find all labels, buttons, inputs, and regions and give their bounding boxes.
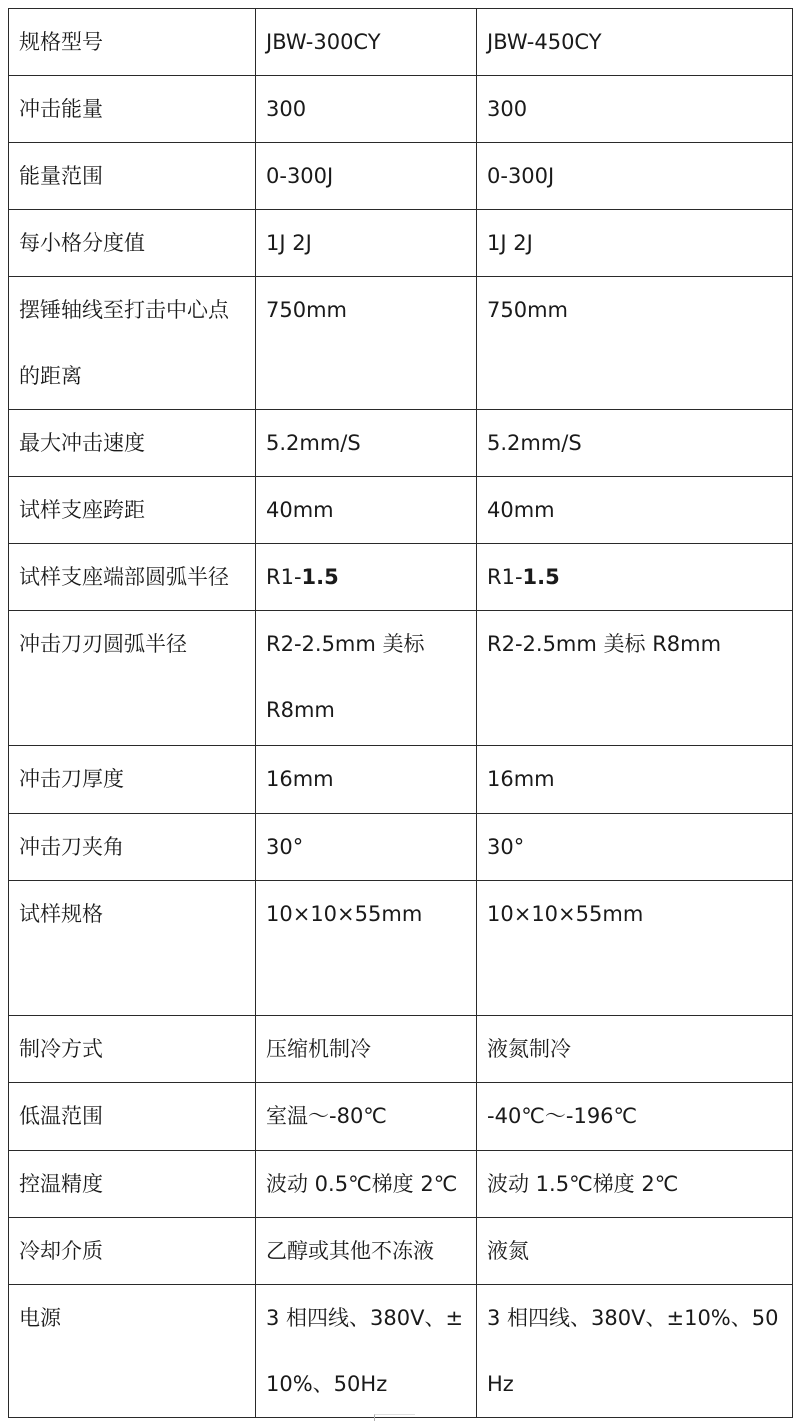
cell-value: 40mm — [477, 477, 793, 544]
row-label: 冲击刀夹角 — [9, 814, 256, 881]
cell-value: 液氮 — [477, 1218, 793, 1285]
cell-value: 波动 0.5℃梯度 2℃ — [256, 1151, 477, 1218]
value-prefix: R1- — [266, 565, 302, 589]
cell-value-line: R8mm — [266, 698, 335, 722]
table-row — [9, 9, 793, 76]
table-row — [9, 544, 793, 611]
cell-value: 30° — [477, 814, 793, 881]
table-row — [9, 477, 793, 544]
cell-value: 30° — [256, 814, 477, 881]
cell-value-line: R2-2.5mm 美标 — [266, 632, 425, 656]
cell-value: 750mm — [256, 277, 477, 410]
table-row — [9, 611, 793, 746]
table-row — [9, 1151, 793, 1218]
row-label: 冲击刀刃圆弧半径 — [9, 611, 256, 746]
cell-value — [256, 1285, 477, 1418]
cell-value — [256, 544, 477, 611]
table-row — [9, 1016, 793, 1083]
cell-value: -40℃～-196℃ — [477, 1083, 793, 1151]
cell-value: 0-300J — [477, 143, 793, 210]
cell-value: 40mm — [256, 477, 477, 544]
row-label: 控温精度 — [9, 1151, 256, 1218]
row-label: 最大冲击速度 — [9, 410, 256, 477]
table-row — [9, 1083, 793, 1151]
cell-value: 300 — [477, 76, 793, 143]
table-row — [9, 410, 793, 477]
row-label: 电源 — [9, 1285, 256, 1418]
value-bold: 1.5 — [301, 565, 339, 589]
table-row — [9, 210, 793, 277]
cell-value: 750mm — [477, 277, 793, 410]
table-row — [9, 143, 793, 210]
cell-value: 5.2mm/S — [477, 410, 793, 477]
cell-value-line: 10%、50Hz — [266, 1372, 388, 1396]
cell-value: 10×10×55mm — [477, 881, 793, 1016]
table-row — [9, 814, 793, 881]
cell-value: 1J 2J — [256, 210, 477, 277]
row-label: 每小格分度值 — [9, 210, 256, 277]
table-row — [9, 1285, 793, 1418]
spec-table — [8, 8, 793, 1418]
cell-value: 室温～-80℃ — [256, 1083, 477, 1151]
cell-value: 5.2mm/S — [256, 410, 477, 477]
row-label: 冲击能量 — [9, 76, 256, 143]
cell-value: 0-300J — [256, 143, 477, 210]
cell-value-line: 3 相四线、380V、± — [266, 1306, 464, 1330]
cell-value: 1J 2J — [477, 210, 793, 277]
table-row — [9, 1218, 793, 1285]
cell-value — [477, 544, 793, 611]
table-row — [9, 881, 793, 1016]
cell-value: 压缩机制冷 — [256, 1016, 477, 1083]
row-label: 试样支座跨距 — [9, 477, 256, 544]
row-label: 能量范围 — [9, 143, 256, 210]
value-prefix: R1- — [487, 565, 523, 589]
row-label-line: 摆锤轴线至打击中心点 — [19, 298, 229, 322]
row-label: 试样支座端部圆弧半径 — [9, 544, 256, 611]
cell-value: 乙醇或其他不冻液 — [256, 1218, 477, 1285]
row-label: 低温范围 — [9, 1083, 256, 1151]
table-row — [9, 746, 793, 814]
cell-value: 液氮制冷 — [477, 1016, 793, 1083]
value-bold: 1.5 — [522, 565, 560, 589]
cell-value: 10×10×55mm — [256, 881, 477, 1016]
cell-value: 300 — [256, 76, 477, 143]
cell-value: 16mm — [477, 746, 793, 814]
row-label: 冷却介质 — [9, 1218, 256, 1285]
cell-value: R2-2.5mm 美标 R8mm — [477, 611, 793, 746]
row-label: 试样规格 — [9, 881, 256, 1016]
row-label — [9, 277, 256, 410]
row-label: 制冷方式 — [9, 1016, 256, 1083]
cell-value: 波动 1.5℃梯度 2℃ — [477, 1151, 793, 1218]
cell-value: 3 相四线、380V、±10%、50Hz — [477, 1285, 793, 1418]
cell-model-450cy: JBW-450CY — [477, 9, 793, 76]
cell-value: 16mm — [256, 746, 477, 814]
table-row — [9, 277, 793, 410]
row-label: 冲击刀厚度 — [9, 746, 256, 814]
cell-model-300cy: JBW-300CY — [256, 9, 477, 76]
table-row — [9, 76, 793, 143]
cell-value — [256, 611, 477, 746]
row-label: 规格型号 — [9, 9, 256, 76]
row-label-line: 的距离 — [19, 364, 82, 388]
